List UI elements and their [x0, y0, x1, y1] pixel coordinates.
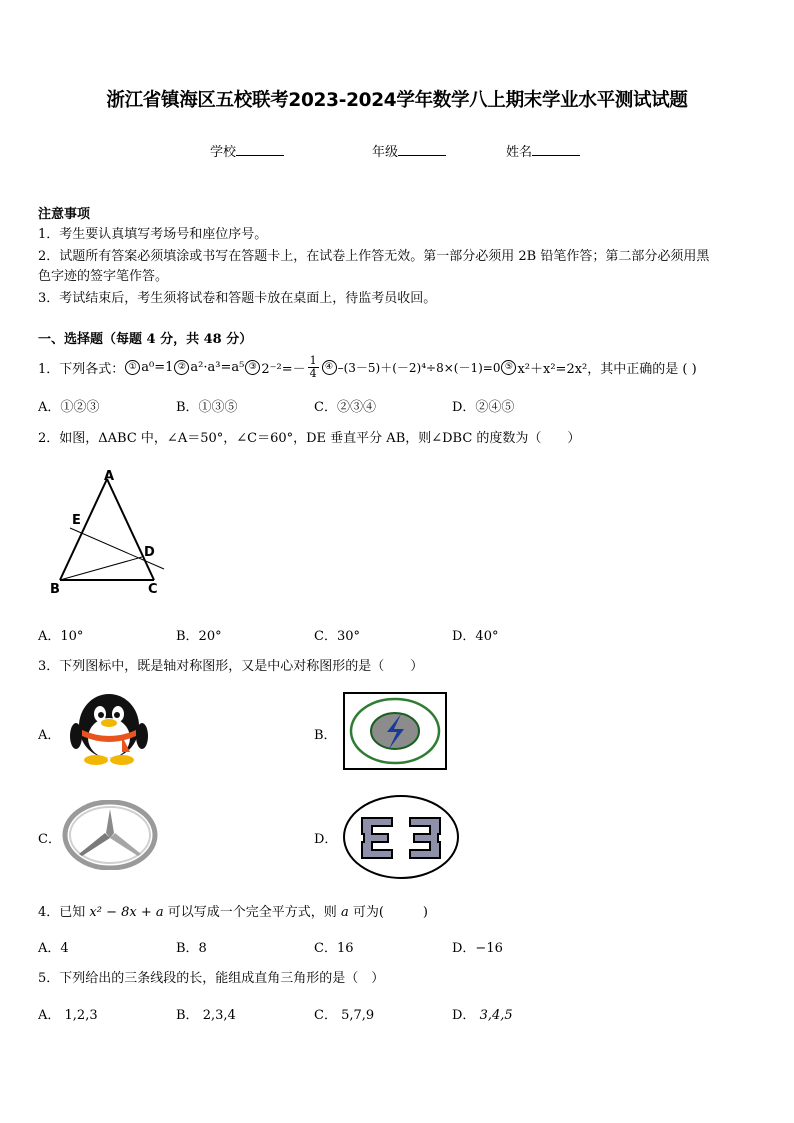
q1-expr-4: –(3－5)＋(－2)⁴÷8×(－1)=0 [337, 361, 501, 375]
q3-option-b[interactable]: B． [314, 728, 337, 743]
q1-fraction [308, 355, 319, 380]
q1-option-a[interactable]: A．①②③ [38, 400, 100, 415]
q5-option-b-value: 2,3,4 [202, 1008, 236, 1023]
q2-option-d[interactable]: D．40° [452, 629, 499, 644]
q2-option-a[interactable]: A．10° [38, 629, 84, 644]
section-heading: 一、选择题（每题 4 分，共 48 分） [38, 332, 253, 347]
notice-item-2: 2．试题所有答案必须填涂或书写在答题卡上，在试卷上作答无效。第一部分必须用 2B 铅笔作答；第二部分必须用黑 [38, 249, 710, 264]
name-label: 姓名 [506, 145, 533, 160]
q5-option-d-value: 3,4,5 [479, 1008, 513, 1023]
q1-expr-5: x²＋x²=2x² [517, 362, 588, 377]
segment-bd [60, 557, 142, 580]
question-3: 3．下列图标中，既是轴对称图形，又是中心对称图形的是（ ） [38, 659, 424, 674]
q3-option-a[interactable]: A． [38, 728, 61, 743]
q4-option-d[interactable]: D．−16 [452, 941, 503, 956]
q1-expr-2: a²·a³=a⁵ [190, 360, 245, 375]
q5-option-b[interactable] [176, 1004, 236, 1023]
label-e: E [72, 513, 81, 528]
q4-expression: x² − 8x + a [89, 905, 164, 920]
question-4 [38, 901, 428, 920]
q5-option-c-letter: C． [314, 1008, 337, 1023]
grade-label: 年级 [372, 145, 399, 160]
q1-marker-2: ② [174, 360, 189, 375]
school-blank [236, 143, 284, 156]
q4-text-b: 可以写成一个完全平方式，则 [167, 905, 337, 920]
school-field [210, 141, 284, 160]
q4-text-a: 4．已知 [38, 905, 86, 920]
name-blank [532, 143, 580, 156]
side-ab [60, 479, 107, 580]
q1-marker-1: ① [125, 360, 140, 375]
q3-option-d[interactable]: D． [314, 832, 338, 847]
q1-expr-3: 2⁻²=－ [261, 362, 306, 377]
question-5: 5．下列给出的三条线段的长，能组成直角三角形的是（ ） [38, 971, 385, 986]
q1-option-d[interactable]: D．②④⑤ [452, 400, 515, 415]
label-a: A [104, 469, 115, 484]
q1-option-c[interactable]: C．②③④ [314, 400, 376, 415]
lightning-emblem-icon [343, 692, 447, 770]
label-b: B [50, 582, 60, 597]
school-label: 学校 [210, 145, 237, 160]
q5-option-d-letter: D． [452, 1008, 476, 1023]
q1-fraction-den: 4 [309, 367, 317, 380]
q4-option-c[interactable]: C．16 [314, 941, 354, 956]
q5-option-c[interactable] [314, 1004, 374, 1023]
q4-option-a[interactable]: A．4 [38, 941, 69, 956]
grade-blank [398, 143, 446, 156]
q1-prefix: 1．下列各式： [38, 362, 125, 377]
q5-option-c-value: 5,7,9 [341, 1008, 375, 1023]
notice-item-3: 3．考试结束后，考生须将试卷和答题卡放在桌面上，待监考员收回。 [38, 291, 437, 306]
label-c: C [148, 582, 158, 597]
interlocking-pattern-icon [342, 794, 460, 880]
question-1 [38, 355, 697, 380]
q1-option-b[interactable]: B．①③⑤ [176, 400, 238, 415]
q3-option-c[interactable]: C． [38, 832, 61, 847]
notice-item-1: 1．考生要认真填写考场号和座位序号。 [38, 227, 268, 242]
q4-variable: a [340, 905, 349, 920]
q5-option-d[interactable] [452, 1004, 513, 1023]
q1-marker-3: ③ [245, 360, 260, 375]
q5-option-a[interactable] [38, 1004, 98, 1023]
question-2: 2．如图，ΔABC 中，∠A＝50°，∠C＝60°，DE 垂直平分 AB，则∠DBC 的度数为（ ） [38, 431, 581, 446]
page-title: 浙江省镇海区五校联考2023-2024学年数学八上期末学业水平测试试题 [106, 90, 688, 111]
q5-option-a-letter: A． [38, 1008, 61, 1023]
q1-expr-1: a⁰=1 [141, 360, 174, 375]
label-d: D [144, 545, 155, 560]
name-field [506, 141, 580, 160]
q1-marker-4: ④ [322, 360, 337, 375]
q4-option-b[interactable]: B．8 [176, 941, 207, 956]
q5-option-b-letter: B． [176, 1008, 199, 1023]
notice-heading: 注意事项 [38, 207, 91, 222]
q5-option-a-value: 1,2,3 [64, 1008, 98, 1023]
three-pointed-star-icon [62, 800, 158, 870]
notice-item-2-cont: 色字迹的签字笔作答。 [38, 269, 169, 284]
q4-text-c: 可为( ) [352, 905, 428, 920]
q1-suffix: ，其中正确的是 ( ) [587, 362, 697, 377]
q1-marker-5: ⑤ [501, 360, 516, 375]
penguin-icon [64, 692, 154, 766]
triangle-figure [40, 465, 170, 600]
q2-option-c[interactable]: C．30° [314, 629, 360, 644]
q2-option-b[interactable]: B．20° [176, 629, 222, 644]
grade-field [372, 141, 446, 160]
q1-fraction-num: 1 [309, 354, 317, 367]
